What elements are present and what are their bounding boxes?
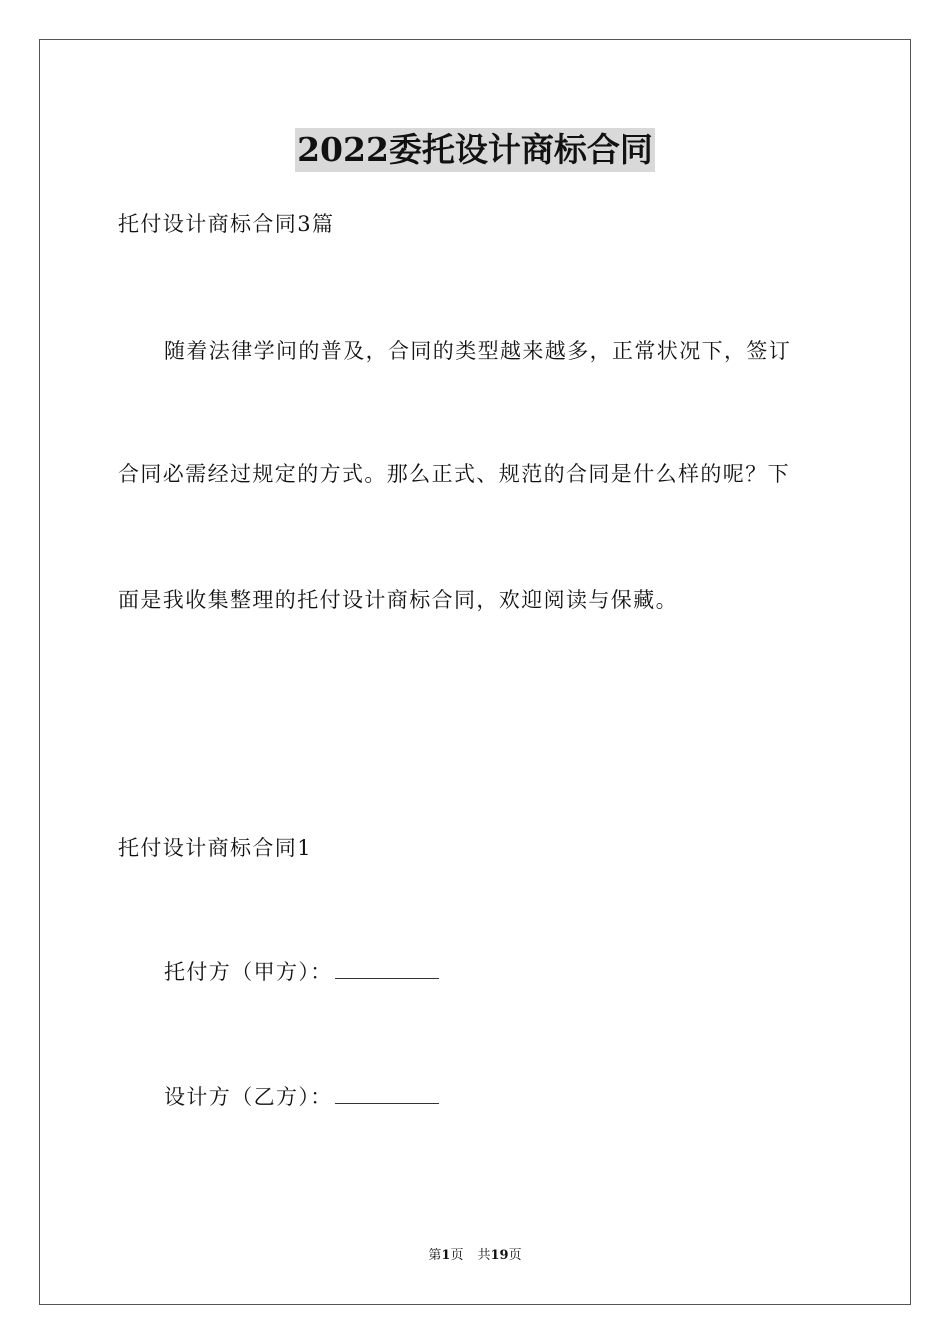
party-a-label: 托付方（甲方）： bbox=[164, 960, 333, 984]
total-pages: 19 bbox=[490, 1248, 509, 1263]
title-container bbox=[0, 128, 950, 172]
party-b-blank-field[interactable] bbox=[335, 1085, 439, 1104]
party-b-label: 设计方（乙方）： bbox=[164, 1085, 333, 1109]
document-subtitle: 托付设计商标合同3篇 bbox=[118, 212, 335, 236]
party-a-blank-field[interactable] bbox=[335, 960, 439, 979]
page-number: 1 bbox=[441, 1248, 451, 1263]
total-unit: 页 bbox=[508, 1248, 522, 1263]
page-prefix: 第 bbox=[428, 1248, 442, 1263]
section-heading: 托付设计商标合同1 bbox=[118, 836, 312, 860]
page-footer bbox=[0, 1247, 950, 1265]
page-unit: 页 bbox=[450, 1248, 464, 1263]
total-prefix: 共 bbox=[477, 1248, 491, 1263]
intro-line-1: 随着法律学问的普及，合同的类型越来越多，正常状况下，签订 bbox=[164, 339, 792, 363]
document-title: 2022委托设计商标合同 bbox=[295, 128, 655, 172]
party-b-row bbox=[164, 1083, 439, 1111]
intro-line-2: 合同必需经过规定的方式。那么正式、规范的合同是什么样的呢？下 bbox=[118, 462, 790, 486]
party-a-row bbox=[164, 958, 439, 986]
intro-line-3: 面是我收集整理的托付设计商标合同，欢迎阅读与保藏。 bbox=[118, 588, 678, 612]
